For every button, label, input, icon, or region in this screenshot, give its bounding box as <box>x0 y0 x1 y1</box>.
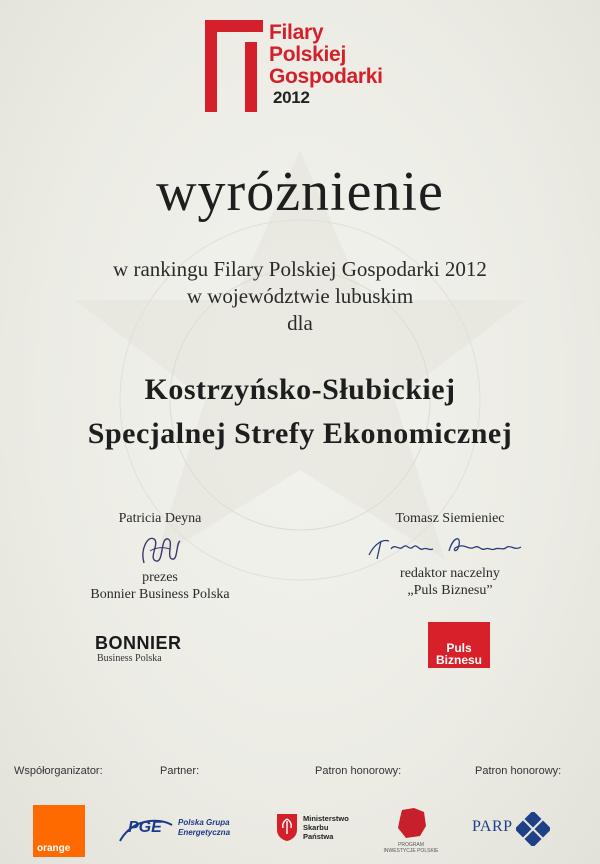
signatory-name-left: Patricia Deyna <box>118 511 202 526</box>
lead-line-3: dla <box>287 311 313 335</box>
signatory-role-left: prezes <box>142 570 178 585</box>
recipient-line-1: Kostrzyńsko-Słubickiej <box>144 373 456 406</box>
orange-logo: orange <box>33 805 85 857</box>
ministry-line-1: Ministerstwo <box>303 814 349 823</box>
bonnier-logo-sub: Business Polska <box>97 653 162 664</box>
pge-logo-name: PGE <box>128 819 162 836</box>
program-line-2: INWESTYCJE POLSKIE <box>383 848 439 854</box>
filary-logo <box>205 20 405 115</box>
label-patron-1: Patron honorowy: <box>315 765 402 777</box>
signatory-org-right: „Puls Biznesu” <box>407 583 493 598</box>
polish-eagle-icon <box>275 812 299 842</box>
certificate-title: wyróżnienie <box>156 161 444 223</box>
pge-logo-sub <box>178 818 230 838</box>
signatory-name-right: Tomasz Siemieniec <box>395 511 505 526</box>
ministry-logo <box>275 812 375 852</box>
signatory-org-left: Bonnier Business Polska <box>90 587 230 602</box>
bonnier-logo <box>95 633 182 665</box>
recipient-line-2: Specjalnej Strefy Ekonomicznej <box>87 417 513 450</box>
logo-line-3: Gospodarki <box>269 65 383 88</box>
filary-logo-mark-icon <box>205 20 263 112</box>
pge-sub-line-2: Energetyczna <box>178 828 231 837</box>
ministry-line-2: Skarbu <box>303 823 329 832</box>
label-coorganizer: Współorganizator: <box>14 765 103 777</box>
logo-line-2: Polskiej <box>269 43 346 66</box>
signature-left-icon <box>130 529 190 569</box>
parp-logo-text: PARP <box>472 818 513 835</box>
label-patron-2: Patron honorowy: <box>475 765 562 777</box>
program-line-1: PROGRAM <box>398 842 424 848</box>
logo-line-1: Filary <box>269 21 324 44</box>
lead-line-1: w rankingu Filary Polskiej Gospodarki 2012 <box>113 257 487 281</box>
signature-block-right <box>330 510 570 599</box>
bonnier-logo-name: BONNIER <box>95 633 182 653</box>
parp-mark-icon <box>516 812 550 846</box>
puls-biznesu-logo <box>428 622 490 668</box>
pge-sub-line-1: Polska Grupa <box>178 818 230 827</box>
logo-year: 2012 <box>273 88 310 107</box>
label-partner: Partner: <box>160 765 200 777</box>
program-logo-text <box>376 842 446 854</box>
signature-block-left <box>40 510 280 603</box>
puls-logo-line-2: Biznesu <box>435 653 482 667</box>
award-description <box>0 256 600 337</box>
program-poland-icon <box>396 806 428 840</box>
program-logo <box>376 806 446 856</box>
signature-right-icon <box>365 529 535 565</box>
pge-logo <box>118 815 268 847</box>
signatory-role-right: redaktor naczelny <box>400 566 500 581</box>
recipient-name <box>0 368 600 456</box>
lead-line-2: w województwie lubuskim <box>186 284 414 308</box>
ministry-line-3: Państwa <box>303 832 334 841</box>
filary-logo-text <box>269 22 383 108</box>
ministry-logo-text <box>303 814 349 841</box>
parp-logo <box>472 812 572 848</box>
puls-logo-line-1: Puls <box>446 641 472 655</box>
